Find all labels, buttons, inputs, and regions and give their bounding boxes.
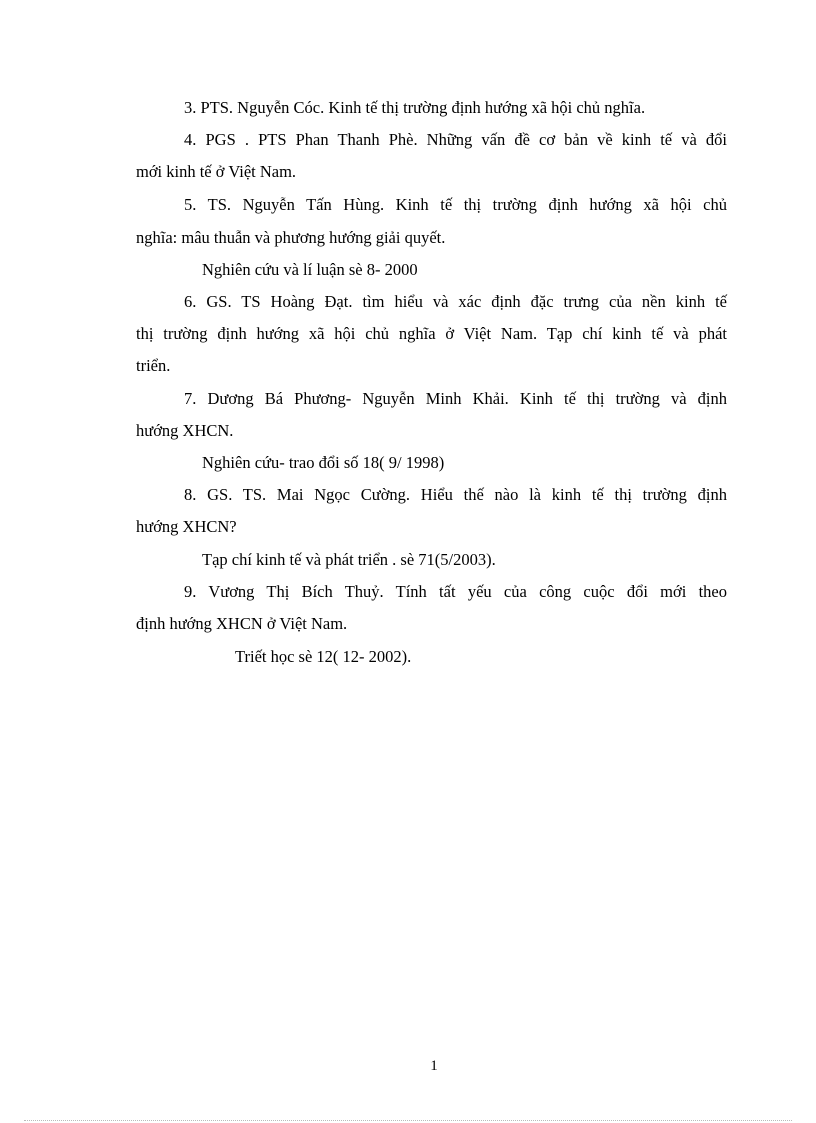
reference-9-line-2: định hướng XHCN ở Việt Nam.	[136, 614, 348, 633]
reference-6-line-3: triển.	[136, 356, 171, 375]
reference-7-line-2: hướng XHCN.	[136, 421, 234, 440]
reference-9-line-1: 9. Vương Thị Bích Thuỷ. Tính tất yếu của công cuộc đổi mới theo	[184, 582, 727, 601]
reference-5-line-2: nghĩa: mâu thuẫn và phương hướng giải quyết.	[136, 228, 446, 247]
page-number: 1	[430, 1058, 438, 1074]
page-bottom-rule	[24, 1120, 792, 1121]
reference-6-line-1: 6. GS. TS Hoàng Đạt. tìm hiểu và xác định đặc trưng của nền kinh tế	[184, 292, 727, 311]
reference-7-source: Nghiên cứu- trao đổi số 18( 9/ 1998)	[202, 453, 445, 472]
reference-3-line-1: 3. PTS. Nguyễn Cóc. Kinh tế thị trường định hướng xã hội chủ nghĩa.	[184, 98, 646, 117]
reference-8-line-2: hướng XHCN?	[136, 517, 237, 536]
reference-4-line-2: mới kinh tế ở Việt Nam.	[136, 162, 297, 181]
reference-5-line-1: 5. TS. Nguyễn Tấn Hùng. Kinh tế thị trường định hướng xã hội chủ	[184, 195, 727, 214]
reference-5-source: Nghiên cứu và lí luận sè 8- 2000	[202, 260, 418, 279]
reference-7-line-1: 7. Dương Bá Phương- Nguyễn Minh Khải. Kinh tế thị trường và định	[184, 389, 727, 408]
reference-4-line-1: 4. PGS . PTS Phan Thanh Phè. Những vấn đề cơ bản về kinh tế và đổi	[184, 130, 727, 149]
reference-9-source: Triết học sè 12( 12- 2002).	[235, 647, 412, 666]
reference-8-source: Tạp chí kinh tế và phát triển . sè 71(5/2003).	[202, 550, 496, 569]
reference-6-line-2: thị trường định hướng xã hội chủ nghĩa ở Việt Nam. Tạp chí kinh tế và phát	[136, 324, 727, 343]
reference-8-line-1: 8. GS. TS. Mai Ngọc Cường. Hiểu thế nào là kinh tế thị trường định	[184, 485, 727, 504]
